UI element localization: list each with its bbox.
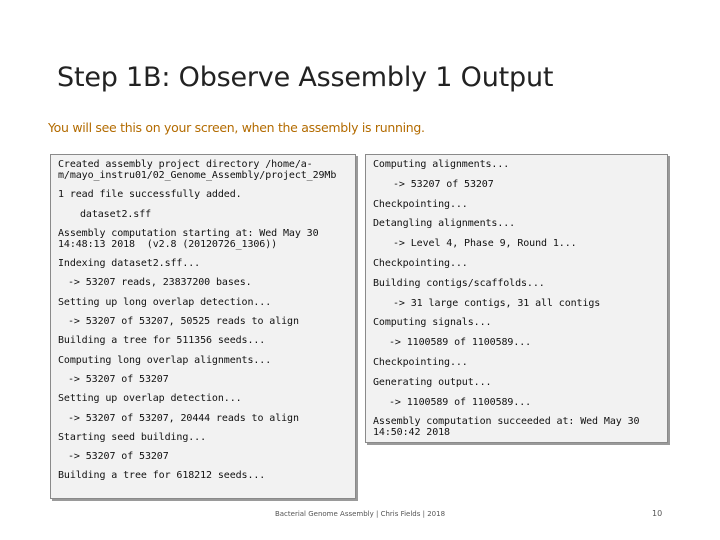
terminal-line: dataset2.sff — [80, 208, 152, 220]
terminal-line: -> 53207 of 53207 — [393, 178, 494, 190]
page-number: 10 — [652, 509, 663, 518]
terminal-line: Building a tree for 511356 seeds... — [58, 335, 266, 347]
terminal-line: -> Level 4, Phase 9, Round 1... — [393, 238, 577, 250]
terminal-line: -> 53207 of 53207, 50525 reads to align — [68, 316, 299, 328]
terminal-line: Computing signals... — [373, 317, 492, 329]
terminal-line: Created assembly project directory /home/a-m/mayo_instru01/02_Genome_Assembly/project_29Mb — [58, 159, 337, 181]
slide-subtitle: You will see this on your screen, when the assembly is running. — [48, 120, 425, 135]
terminal-line: Building contigs/scaffolds... — [373, 277, 545, 289]
terminal-line: Building a tree for 618212 seeds... — [58, 470, 266, 482]
terminal-line: Detangling alignments... — [373, 218, 516, 230]
terminal-line: Computing long overlap alignments... — [58, 354, 272, 366]
terminal-line: -> 31 large contigs, 31 all contigs — [393, 297, 601, 309]
terminal-output-left — [50, 154, 356, 499]
terminal-line: -> 53207 of 53207 — [68, 373, 169, 385]
slide-footer: Bacterial Genome Assembly | Chris Fields | 2018 — [274, 510, 446, 518]
terminal-line: Checkpointing... — [373, 257, 468, 269]
terminal-line: -> 53207 of 53207, 20444 reads to align — [68, 412, 299, 424]
terminal-line: Setting up overlap detection... — [58, 393, 242, 405]
terminal-line: -> 53207 reads, 23837200 bases. — [68, 277, 252, 289]
terminal-line: Assembly computation succeeded at: Wed May 30 14:50:42 2018 — [373, 416, 646, 439]
terminal-line: -> 1100589 of 1100589... — [389, 396, 532, 408]
terminal-line: Starting seed building... — [58, 431, 207, 443]
terminal-line: 1 read file successfully added. — [58, 189, 242, 201]
terminal-line: Assembly computation starting at: Wed May 30 14:48:13 2018 (v2.8 (20120726_1306)) — [58, 227, 325, 250]
terminal-line: Setting up long overlap detection... — [58, 296, 272, 308]
terminal-line: -> 53207 of 53207 — [68, 451, 169, 463]
terminal-line: -> 1100589 of 1100589... — [389, 337, 532, 349]
terminal-line: Generating output... — [373, 376, 492, 388]
terminal-line: Checkpointing... — [373, 198, 468, 210]
terminal-line: Indexing dataset2.sff... — [58, 258, 201, 270]
terminal-output-right — [365, 154, 668, 443]
terminal-line: Checkpointing... — [373, 356, 468, 368]
slide-title: Step 1B: Observe Assembly 1 Output — [57, 62, 554, 93]
terminal-line: Computing alignments... — [373, 159, 510, 170]
